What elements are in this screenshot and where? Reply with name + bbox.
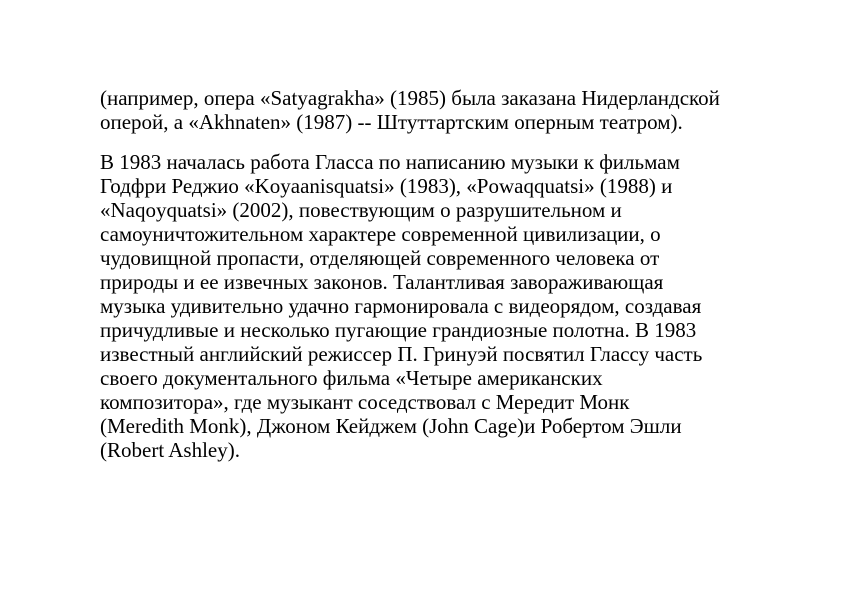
text-line: Годфри Реджио «Koyaanisquatsi» (1983), «Powaqquatsi» (1988) и [100,174,673,198]
paragraph-2 [100,150,760,462]
text-line: своего документального фильма «Четыре американских [100,366,603,390]
text-line: (Robert Ashley). [100,438,240,462]
text-line: композитора», где музыкант соседствовал с Мередит Монк [100,390,630,414]
paragraph-spacer [100,134,760,150]
text-line: природы и ее извечных законов. Талантливая завораживающая [100,270,664,294]
text-line: чудовищной пропасти, отделяющей современного человека от [100,246,660,270]
text-line: В 1983 началась работа Гласса по написанию музыки к фильмам [100,150,680,174]
text-line: музыка удивительно удачно гармонировала с видеорядом, создавая [100,294,702,318]
text-line: (например, опера «Satyagrakha» (1985) была заказана Нидерландской [100,86,720,110]
text-line: «Naqoyquatsi» (2002), повествующим о разрушительном и [100,198,622,222]
paragraph-1 [100,86,760,134]
text-line: причудливые и несколько пугающие грандиозные полотна. В 1983 [100,318,697,342]
text-line: оперой, а «Akhnaten» (1987) -- Штуттартским оперным театром). [100,110,683,134]
text-line: (Meredith Monk), Джоном Кейджем (John Cage)и Робертом Эшли [100,414,682,438]
text-line: известный английский режиссер П. Гринуэй посвятил Глассу часть [100,342,703,366]
text-line: самоуничтожительном характере современной цивилизации, о [100,222,661,246]
document-text [100,86,760,462]
